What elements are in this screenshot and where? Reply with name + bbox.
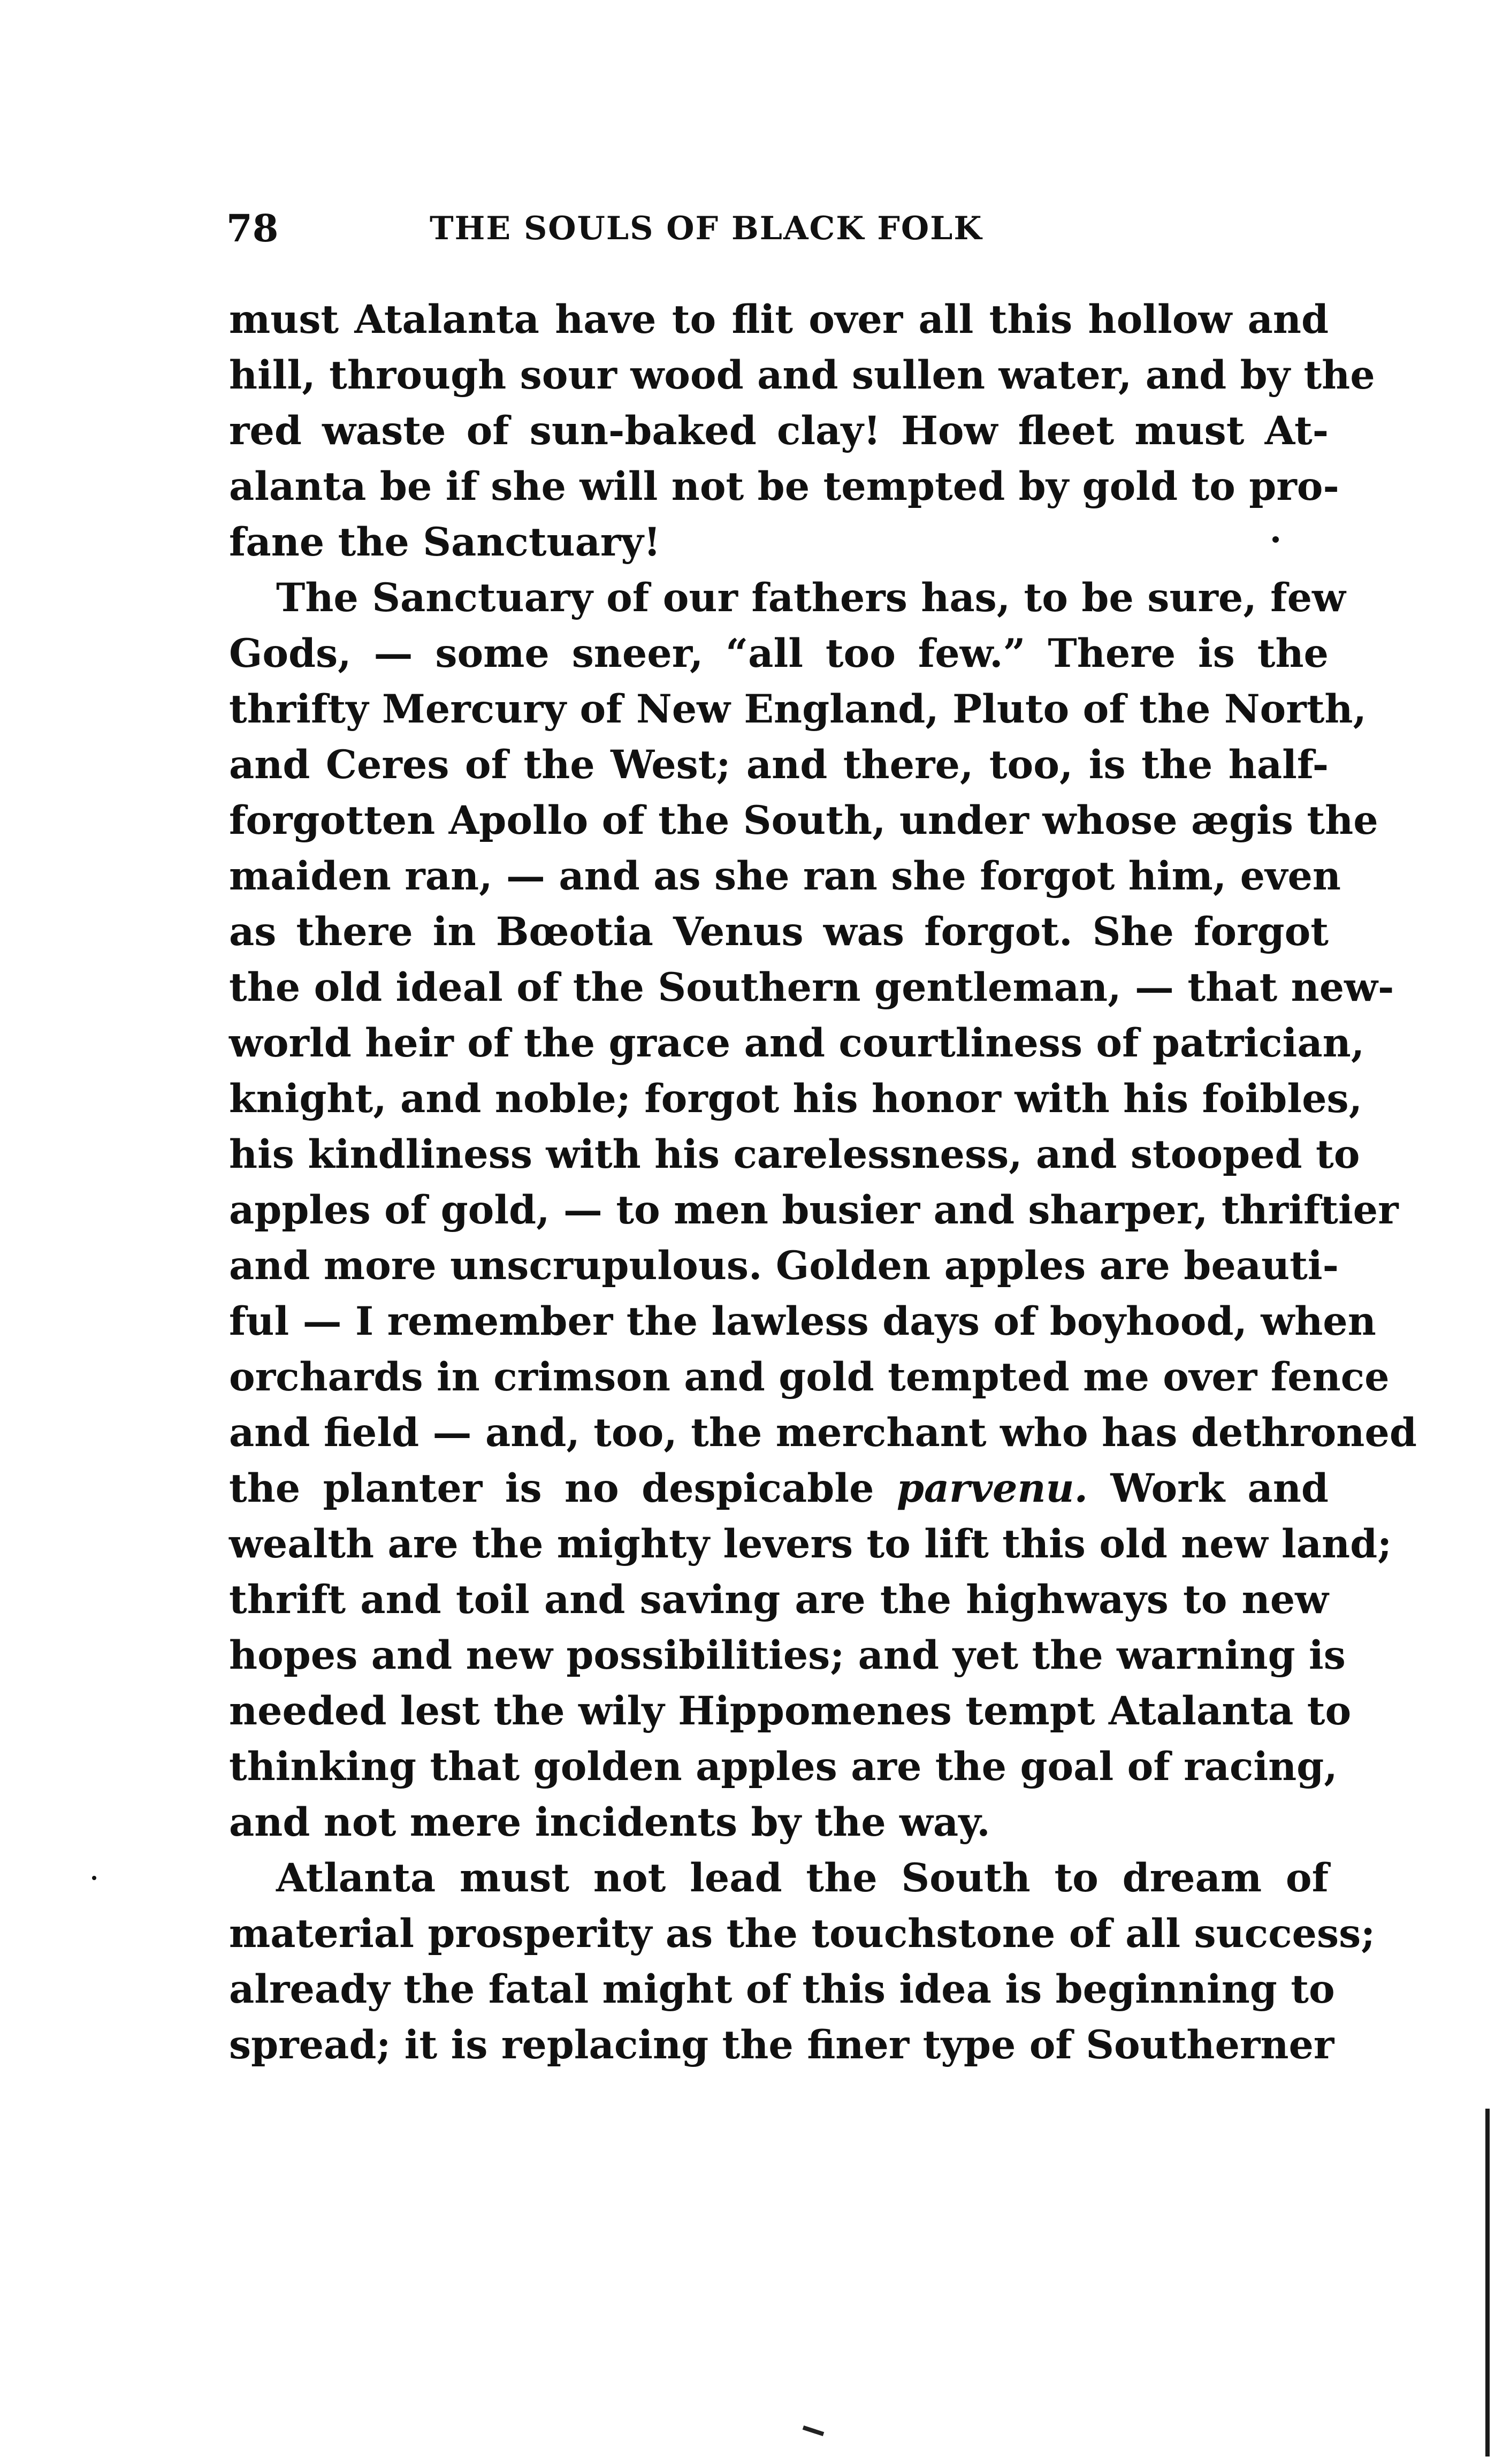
text-line: material prosperity as the touchstone of all success; (229, 1911, 1376, 1957)
text-line: must Atalanta have to flit over all this hollow and (229, 296, 1329, 343)
text-line: Gods, — some sneer, “all too few.” There is the (229, 630, 1329, 676)
text-line: and not mere incidents by the way. (229, 1799, 990, 1845)
text-line: thrift and toil and saving are the highways to new (229, 1577, 1329, 1623)
text-line: as there in Bœotia Venus was forgot. She forgot (229, 909, 1329, 955)
stray-dot-mark (1272, 536, 1279, 543)
text-line: hopes and new possibilities; and yet the warning is (229, 1632, 1346, 1678)
stray-tick-mark (803, 2425, 825, 2436)
text-line: forgotten Apollo of the South, under whose ægis the (229, 797, 1378, 843)
text-line: wealth are the mighty levers to lift this old new land; (229, 1521, 1392, 1567)
stray-dot-mark (92, 1876, 96, 1880)
text-line: orchards in crimson and gold tempted me over fence (229, 1354, 1390, 1400)
paragraph-first-line: The Sanctuary of our fathers has, to be sure, few (276, 575, 1346, 621)
text-line: thrifty Mercury of New England, Pluto of the North, (229, 686, 1367, 732)
italic-word: parvenu. (896, 1465, 1088, 1511)
page-edge-rule (1485, 2109, 1490, 2457)
text-line: apples of gold, — to men busier and sharper, thriftier (229, 1187, 1399, 1233)
running-title: THE SOULS OF BLACK FOLK (430, 210, 983, 247)
running-head (226, 199, 1329, 258)
text-line: and field — and, too, the merchant who has dethroned (229, 1410, 1417, 1456)
text-line: hill, through sour wood and sullen water, and by the (229, 352, 1375, 398)
text-line: alanta be if she will not be tempted by gold to pro- (229, 463, 1339, 509)
paragraph-first-line: Atlanta must not lead the South to dream of (276, 1855, 1329, 1901)
text-span: the planter is no despicable (229, 1465, 874, 1511)
text-line: his kindliness with his carelessness, and stooped to (229, 1131, 1360, 1177)
page-number: 78 (226, 206, 279, 250)
text-line: world heir of the grace and courtliness of patrician, (229, 1020, 1365, 1066)
text-line: and Ceres of the West; and there, too, is the half- (229, 742, 1329, 788)
text-line: maiden ran, — and as she ran she forgot him, even (229, 853, 1341, 899)
text-line: red waste of sun-baked clay! How fleet must At- (229, 408, 1329, 454)
text-line: and more unscrupulous. Golden apples are beauti- (229, 1243, 1339, 1289)
text-line: the old ideal of the Southern gentleman, — that new- (229, 964, 1394, 1010)
text-line-with-italic (229, 1461, 1329, 1516)
text-line: needed lest the wily Hippomenes tempt Atalanta to (229, 1688, 1352, 1734)
text-line: spread; it is replacing the finer type of Southerner (229, 2022, 1334, 2068)
text-line: thinking that golden apples are the goal of racing, (229, 1744, 1338, 1790)
text-line: ful — I remember the lawless days of boyhood, when (229, 1298, 1376, 1344)
text-line: knight, and noble; forgot his honor with his foibles, (229, 1076, 1363, 1122)
text-line: fane the Sanctuary! (229, 519, 661, 565)
text-span: Work and (1110, 1465, 1329, 1511)
text-line: already the fatal might of this idea is beginning to (229, 1966, 1335, 2012)
